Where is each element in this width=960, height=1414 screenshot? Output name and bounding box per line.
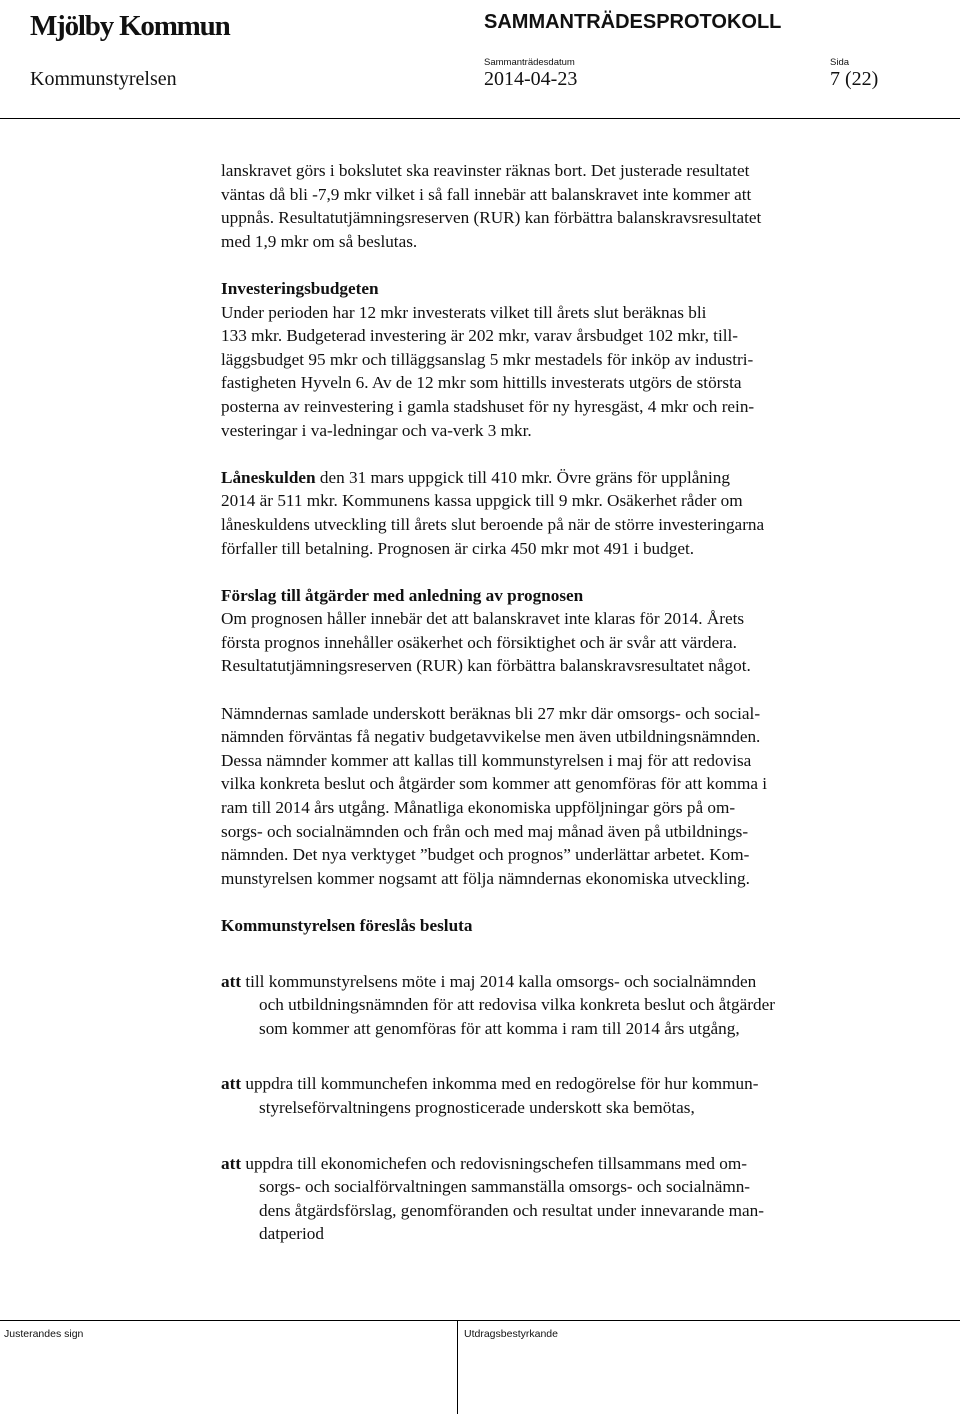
text-line: fastigheten Hyveln 6. Av de 12 mkr som hittills investerats utgörs de största xyxy=(221,373,742,393)
text-line: 133 mkr. Budgeterad investering är 202 mkr, varav årsbudget 102 mkr, till- xyxy=(221,326,738,346)
text-line: 2014 är 511 mkr. Kommunens kassa uppgick till 9 mkr. Osäkerhet råder om xyxy=(221,491,743,511)
text-line: låneskuldens utveckling till årets slut beroende på när de större investeringarna xyxy=(221,514,765,534)
text-line: vesteringar i va-ledningar och va-verk 3 mkr. xyxy=(221,420,532,440)
text-line: dens åtgärdsförslag, genomföranden och resultat under innevarande man- xyxy=(259,1200,764,1220)
text-line: med 1,9 mkr om så beslutas. xyxy=(221,231,418,251)
text-line: ram till 2014 års utgång. Månatliga ekonomiska uppföljningar görs på om- xyxy=(221,798,736,818)
text-line: nämnden. Det nya verktyget ”budget och prognos” underlättar arbetet. Kom- xyxy=(221,845,750,865)
paragraph-investment xyxy=(221,277,911,442)
debt-text: den 31 mars uppgick till 410 mkr. Övre gräns för upplåning xyxy=(315,467,730,487)
text-line: Dessa nämnder kommer att kallas till kommunstyrelsen i maj för att redovisa xyxy=(221,750,752,770)
paragraph-debt xyxy=(221,466,911,560)
text-line: Resultatutjämningsreserven (RUR) kan förbättra balanskravsresultatet något. xyxy=(221,656,751,676)
date-label: Sammanträdesdatum xyxy=(484,57,575,68)
text-line xyxy=(221,970,911,994)
text-line: sorgs- och socialförvaltningen sammanställa omsorgs- och socialnämn- xyxy=(259,1177,751,1197)
text-line xyxy=(221,1072,911,1096)
decision-item-2 xyxy=(221,1072,911,1119)
text-line xyxy=(221,466,911,490)
text-line: första prognos innehåller osäkerhet och försiktighet och är svår att värdera. xyxy=(221,632,737,652)
page-number: 7 (22) xyxy=(830,68,879,90)
att-keyword: att xyxy=(221,1074,242,1094)
section-heading-decision: Kommunstyrelsen föreslås besluta xyxy=(221,916,473,935)
meeting-date: 2014-04-23 xyxy=(484,68,578,90)
text-line: förfaller till betalning. Prognosen är cirka 450 mkr mot 491 i budget. xyxy=(221,538,695,558)
text-line: nämnden förväntas få negativ budgetavvikelse men även utbildningsnämnden. xyxy=(221,727,761,747)
paragraph-committees xyxy=(221,702,911,891)
text-line xyxy=(221,1152,911,1176)
paragraph-proposal xyxy=(221,584,911,678)
text-line: väntas då bli -7,9 mkr vilket i så fall innebär att balanskravet inte kommer att xyxy=(221,184,752,204)
text-line: styrelseförvaltningens prognosticerade underskott ska bemötas, xyxy=(259,1097,695,1117)
text-line: Under perioden har 12 mkr investerats vilket till årets slut beräknas bli xyxy=(221,302,707,322)
text-line: Nämndernas samlade underskott beräknas bli 27 mkr där omsorgs- och social- xyxy=(221,703,761,723)
att-text: uppdra till kommunchefen inkomma med en redogörelse för hur kommun- xyxy=(241,1074,759,1094)
document-body xyxy=(221,159,911,1246)
text-line: vilka konkreta beslut och åtgärder som kommer att genomföras för att komma i xyxy=(221,774,768,794)
att-text: till kommunstyrelsens möte i maj 2014 kalla omsorgs- och socialnämnden xyxy=(241,971,757,991)
page-label: Sida xyxy=(830,57,850,68)
att-keyword: att xyxy=(221,1153,242,1173)
section-heading-investment: Investeringsbudgeten xyxy=(221,278,379,298)
text-line: datperiod xyxy=(259,1224,324,1244)
text-line: posterna av reinvestering i gamla stadshuset för ny hyresgäst, 4 mkr och rein- xyxy=(221,396,755,416)
att-keyword: att xyxy=(221,971,242,991)
decision-item-3 xyxy=(221,1152,911,1246)
text-line: lanskravet görs i bokslutet ska reavinster räknas bort. Det justerade resultatet xyxy=(221,161,750,180)
text-line: Om prognosen håller innebär det att balanskravet inte klaras för 2014. Årets xyxy=(221,609,745,629)
section-heading-proposal: Förslag till åtgärder med anledning av prognosen xyxy=(221,585,584,605)
organization-name: Mjölby Kommun xyxy=(30,10,230,42)
committee-name: Kommunstyrelsen xyxy=(30,68,177,90)
text-line: som kommer att genomföras för att komma i ram till 2014 års utgång, xyxy=(259,1018,740,1038)
debt-term: Låneskulden xyxy=(221,467,316,487)
utdragsbestyrkande-label: Utdragsbestyrkande xyxy=(464,1328,558,1340)
paragraph-balance xyxy=(221,159,911,253)
document-type: SAMMANTRÄDESPROTOKOLL xyxy=(484,11,782,33)
justerandes-sign-label: Justerandes sign xyxy=(4,1328,84,1340)
text-line: sorgs- och socialnämnden och från och med maj månad även på utbildnings- xyxy=(221,821,749,841)
header-divider xyxy=(0,118,960,119)
text-line: läggsbudget 95 mkr och tilläggsanslag 5 mkr mestadels för inköp av industri- xyxy=(221,349,754,369)
att-text: uppdra till ekonomichefen och redovisningschefen tillsammans med om- xyxy=(241,1153,747,1173)
text-line: och utbildningsnämnden för att redovisa vilka konkreta beslut och åtgärder xyxy=(259,995,775,1015)
decision-item-1 xyxy=(221,970,911,1041)
text-line: uppnås. Resultatutjämningsreserven (RUR) kan förbättra balanskravsresultatet xyxy=(221,208,762,228)
text-line: munstyrelsen kommer nogsamt att följa nämndernas ekonomiska utveckling. xyxy=(221,868,750,888)
